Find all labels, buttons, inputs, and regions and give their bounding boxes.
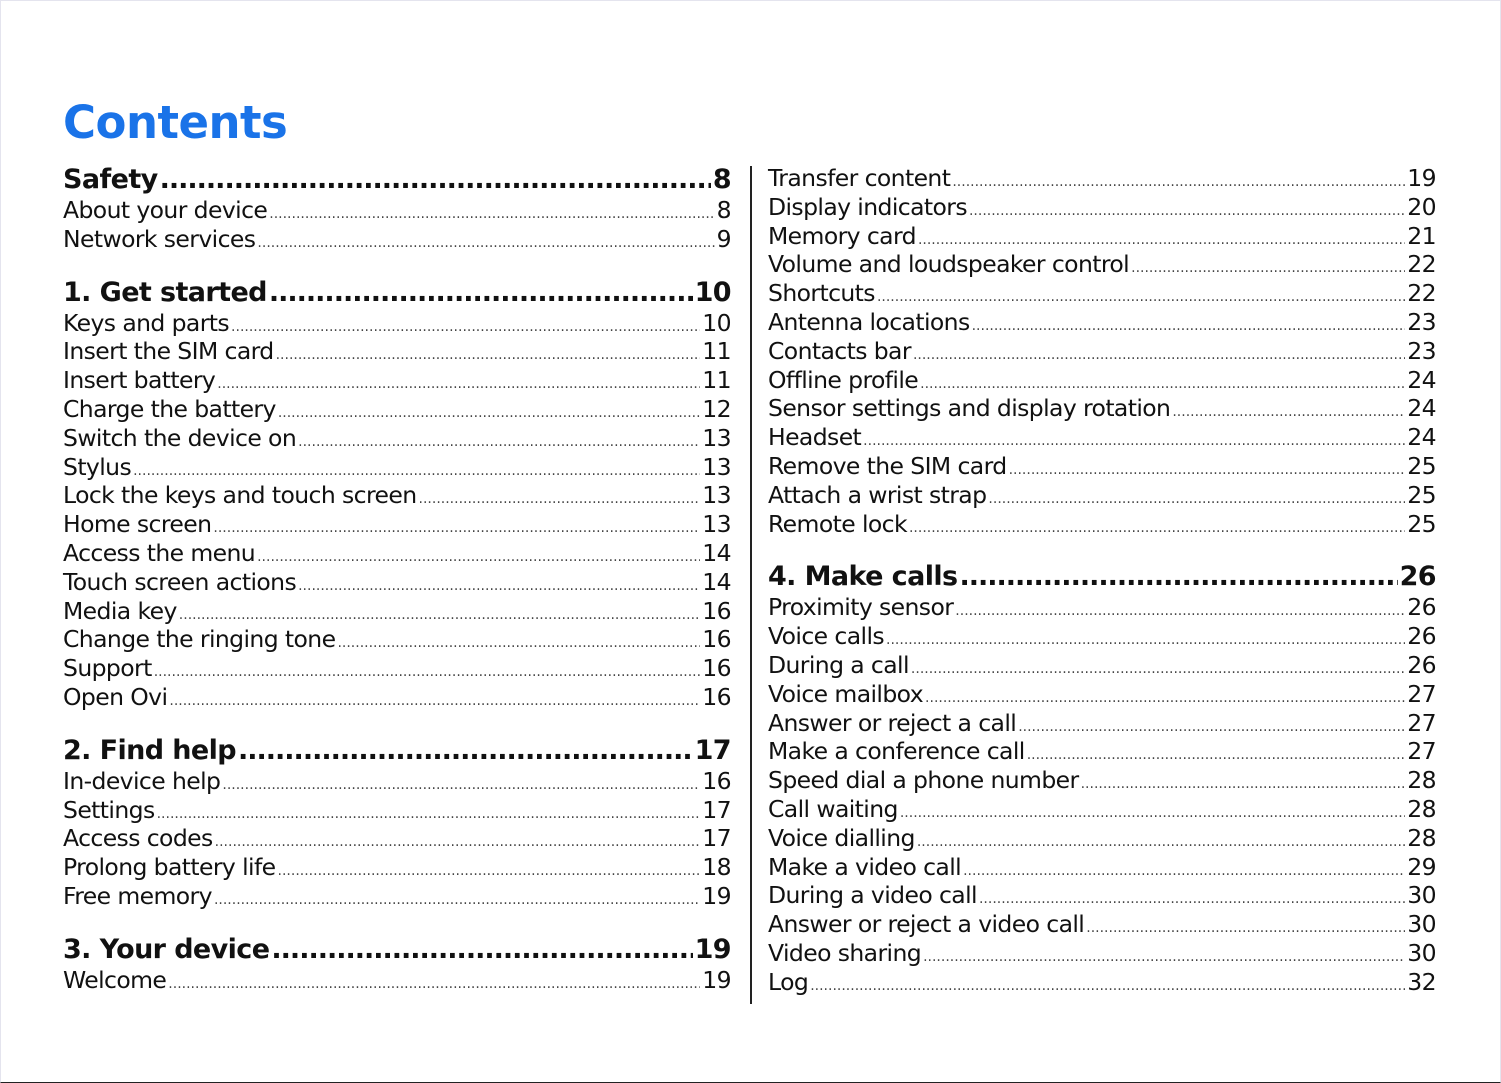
- toc-entry-page-number: 12: [702, 394, 731, 423]
- toc-entry-label: Welcome: [63, 965, 167, 994]
- dot-leader: [168, 976, 700, 992]
- toc-chapter-heading-page-number: 17: [694, 734, 731, 766]
- dot-leader: [298, 578, 700, 594]
- toc-entry[interactable]: [63, 510, 731, 539]
- dot-leader: [886, 632, 1405, 648]
- toc-section: [63, 735, 731, 911]
- toc-chapter-heading-page-number: 10: [694, 276, 731, 308]
- dot-leader: [920, 376, 1405, 392]
- toc-entry[interactable]: [63, 424, 731, 453]
- toc-entry-label: Speed dial a phone number: [768, 766, 1079, 795]
- toc-entry-label: Attach a wrist strap: [768, 480, 987, 509]
- toc-entry[interactable]: [768, 481, 1436, 510]
- toc-entry-page-number: 22: [1407, 279, 1436, 308]
- dot-leader: [913, 347, 1405, 363]
- toc-entry-label: Support: [63, 654, 152, 683]
- toc-chapter-heading-label: 1. Get started: [63, 276, 267, 308]
- toc-entry-label: Answer or reject a call: [768, 708, 1017, 737]
- dot-leader: [419, 491, 701, 507]
- toc-entry[interactable]: [63, 568, 731, 597]
- dot-leader: [1009, 462, 1406, 478]
- toc-chapter-heading-label: 2. Find help: [63, 734, 237, 766]
- toc-right-column: [768, 164, 1436, 997]
- toc-entry-page-number: 22: [1407, 250, 1436, 279]
- toc-entry-label: Voice mailbox: [768, 679, 924, 708]
- dot-leader: [917, 834, 1405, 850]
- toc-entry-page-number: 13: [702, 510, 731, 539]
- toc-entry[interactable]: [768, 881, 1436, 910]
- toc-entry-page-number: 13: [702, 452, 731, 481]
- toc-entry[interactable]: [768, 222, 1436, 251]
- toc-entry-label: Display indicators: [768, 192, 967, 221]
- toc-entry-page-number: 25: [1407, 509, 1436, 538]
- dot-leader: [925, 690, 1405, 706]
- dot-leader: [963, 863, 1405, 879]
- dot-leader: [271, 934, 692, 965]
- toc-entry[interactable]: [63, 625, 731, 654]
- toc-chapter-heading-label: Safety: [63, 164, 158, 195]
- dot-leader: [179, 607, 701, 623]
- toc-entry-page-number: 21: [1407, 221, 1436, 250]
- toc-entry[interactable]: [768, 250, 1436, 279]
- dot-leader: [900, 805, 1405, 821]
- toc-entry[interactable]: [63, 453, 731, 482]
- toc-entry-label: Lock the keys and touch screen: [63, 481, 417, 510]
- dot-leader: [979, 891, 1405, 907]
- toc-section: [63, 934, 731, 995]
- dot-leader: [298, 434, 700, 450]
- toc-entry-page-number: 16: [702, 596, 731, 625]
- toc-entry-label: Network services: [63, 224, 256, 253]
- toc-entry[interactable]: [768, 939, 1436, 968]
- toc-entry-page-number: 28: [1407, 823, 1436, 852]
- dot-leader: [217, 376, 700, 392]
- toc-entry-page-number: 25: [1407, 480, 1436, 509]
- toc-entry[interactable]: [63, 767, 731, 796]
- toc-entry[interactable]: [768, 651, 1436, 680]
- toc-entry-label: Remote lock: [768, 509, 907, 538]
- toc-entry-page-number: 16: [702, 625, 731, 654]
- toc-entry-page-number: 10: [702, 308, 731, 337]
- toc-entry[interactable]: [768, 824, 1436, 853]
- dot-leader: [257, 549, 700, 565]
- toc-entry[interactable]: [768, 394, 1436, 423]
- dot-leader: [213, 520, 700, 536]
- dot-leader: [1131, 260, 1405, 276]
- dot-leader: [257, 235, 714, 251]
- toc-entry[interactable]: [768, 622, 1436, 651]
- dot-leader: [160, 164, 711, 195]
- toc-entry-label: Insert battery: [63, 366, 216, 395]
- toc-entry[interactable]: [768, 279, 1436, 308]
- toc-entry-label: Shortcuts: [768, 279, 875, 308]
- toc-entry-label: Antenna locations: [768, 307, 970, 336]
- toc-entry-page-number: 23: [1407, 307, 1436, 336]
- toc-entry-label: Memory card: [768, 221, 916, 250]
- toc-entry-label: Change the ringing tone: [63, 625, 336, 654]
- toc-entry[interactable]: [768, 366, 1436, 395]
- toc-entry-page-number: 24: [1407, 365, 1436, 394]
- toc-section: [63, 164, 731, 254]
- toc-chapter-heading-page-number: 19: [694, 933, 731, 965]
- toc-entry[interactable]: [63, 337, 731, 366]
- dot-leader: [952, 174, 1405, 190]
- toc-entry-label: Contacts bar: [768, 336, 911, 365]
- dot-leader: [278, 405, 700, 421]
- toc-entry-label: Make a video call: [768, 852, 962, 881]
- toc-entry[interactable]: [768, 795, 1436, 824]
- dot-leader: [911, 661, 1405, 677]
- toc-entry-label: Sensor settings and display rotation: [768, 394, 1171, 423]
- toc-entry-label: Free memory: [63, 881, 212, 910]
- toc-entry-label: Voice calls: [768, 622, 885, 651]
- toc-entry[interactable]: [768, 709, 1436, 738]
- dot-leader: [959, 561, 1397, 592]
- toc-entry[interactable]: [768, 308, 1436, 337]
- toc-entry-page-number: 17: [702, 795, 731, 824]
- dot-leader: [955, 603, 1405, 619]
- toc-entry-page-number: 8: [716, 196, 731, 224]
- toc-entry-label: Make a conference call: [768, 737, 1025, 766]
- toc-entry-page-number: 11: [702, 366, 731, 395]
- toc-entry[interactable]: [768, 593, 1436, 622]
- toc-entry[interactable]: [768, 766, 1436, 795]
- toc-entry[interactable]: [768, 164, 1436, 193]
- dot-leader: [1018, 719, 1405, 735]
- toc-entry-label: Insert the SIM card: [63, 337, 274, 366]
- toc-entry[interactable]: [63, 225, 731, 254]
- toc-entry-page-number: 20: [1407, 192, 1436, 221]
- dot-leader: [988, 491, 1405, 507]
- dot-leader: [231, 319, 700, 335]
- dot-leader: [214, 892, 700, 908]
- toc-chapter-heading-page-number: 26: [1399, 561, 1436, 593]
- toc-entry-page-number: 30: [1407, 881, 1436, 910]
- dot-leader: [1172, 404, 1405, 420]
- dot-leader: [909, 520, 1405, 536]
- toc-entry[interactable]: [63, 683, 731, 712]
- toc-entry-label: Access the menu: [63, 538, 256, 567]
- dot-leader: [238, 735, 693, 766]
- toc-entry-label: Keys and parts: [63, 308, 230, 337]
- toc-entry-page-number: 26: [1407, 593, 1436, 622]
- toc-entry-label: Settings: [63, 795, 155, 824]
- toc-chapter-heading-label: 4. Make calls: [768, 561, 958, 593]
- toc-entry-page-number: 16: [702, 654, 731, 683]
- dot-leader: [863, 433, 1405, 449]
- dot-leader: [276, 347, 701, 363]
- toc-entry-page-number: 19: [702, 965, 731, 994]
- toc-entry[interactable]: [63, 366, 731, 395]
- toc-entry-page-number: 13: [702, 423, 731, 452]
- dot-leader: [169, 693, 700, 709]
- dot-leader: [918, 232, 1405, 248]
- toc-chapter-heading[interactable]: [63, 277, 731, 309]
- toc-entry-page-number: 13: [702, 481, 731, 510]
- toc-entry-label: Answer or reject a video call: [768, 910, 1085, 939]
- toc-entry[interactable]: [63, 539, 731, 568]
- toc-entry-page-number: 27: [1407, 737, 1436, 766]
- toc-entry-label: Media key: [63, 596, 177, 625]
- dot-leader: [222, 777, 700, 793]
- toc-entry[interactable]: [768, 853, 1436, 882]
- toc-entry-page-number: 32: [1407, 967, 1436, 996]
- toc-section: [768, 164, 1436, 538]
- toc-chapter-heading[interactable]: [63, 164, 731, 196]
- toc-entry-page-number: 18: [702, 853, 731, 882]
- toc-entry[interactable]: [768, 910, 1436, 939]
- toc-entry[interactable]: [768, 193, 1436, 222]
- toc-entry-page-number: 9: [716, 224, 731, 253]
- toc-entry[interactable]: [768, 423, 1436, 452]
- toc-entry-label: Switch the device on: [63, 423, 297, 452]
- dot-leader: [810, 978, 1405, 994]
- dot-leader: [278, 863, 701, 879]
- toc-entry-page-number: 29: [1407, 852, 1436, 881]
- toc-entry[interactable]: [768, 510, 1436, 539]
- toc-entry[interactable]: [768, 680, 1436, 709]
- toc-chapter-heading-label: 3. Your device: [63, 933, 270, 965]
- toc-entry-label: Home screen: [63, 510, 212, 539]
- toc-entry-label: Charge the battery: [63, 394, 276, 423]
- toc-entry-label: Prolong battery life: [63, 853, 276, 882]
- toc-entry[interactable]: [63, 597, 731, 626]
- toc-entry-page-number: 27: [1407, 679, 1436, 708]
- toc-chapter-heading[interactable]: [63, 735, 731, 767]
- toc-entry[interactable]: [63, 196, 731, 225]
- toc-entry[interactable]: [768, 968, 1436, 997]
- toc-entry-label: During a call: [768, 650, 909, 679]
- toc-entry-label: About your device: [63, 196, 268, 224]
- toc-entry-page-number: 26: [1407, 650, 1436, 679]
- toc-left-column: [63, 164, 731, 995]
- toc-entry[interactable]: [63, 853, 731, 882]
- dot-leader: [1081, 776, 1406, 792]
- toc-entry-label: In-device help: [63, 766, 221, 795]
- dot-leader: [1086, 920, 1405, 936]
- toc-chapter-heading[interactable]: [63, 934, 731, 966]
- toc-entry[interactable]: [768, 337, 1436, 366]
- toc-entry-page-number: 30: [1407, 910, 1436, 939]
- dot-leader: [154, 664, 701, 680]
- toc-entry-label: Voice dialling: [768, 823, 915, 852]
- toc-section: [63, 277, 731, 712]
- toc-entry-page-number: 11: [702, 337, 731, 366]
- toc-entry-page-number: 14: [702, 567, 731, 596]
- toc-entry-page-number: 24: [1407, 394, 1436, 423]
- dot-leader: [337, 635, 700, 651]
- toc-entry-page-number: 14: [702, 538, 731, 567]
- toc-entry[interactable]: [63, 882, 731, 911]
- toc-entry-page-number: 26: [1407, 622, 1436, 651]
- toc-entry-label: Proximity sensor: [768, 593, 954, 622]
- toc-entry-page-number: 27: [1407, 708, 1436, 737]
- toc-entry[interactable]: [63, 309, 731, 338]
- toc-chapter-heading-page-number: 8: [712, 164, 731, 195]
- toc-entry[interactable]: [768, 737, 1436, 766]
- toc-entry-page-number: 28: [1407, 794, 1436, 823]
- toc-entry-label: Headset: [768, 423, 862, 452]
- toc-entry-label: Remove the SIM card: [768, 451, 1007, 480]
- toc-entry[interactable]: [768, 452, 1436, 481]
- toc-entry-page-number: 23: [1407, 336, 1436, 365]
- toc-entry-page-number: 16: [702, 766, 731, 795]
- toc-entry-label: Open Ovi: [63, 682, 168, 711]
- toc-entry-label: During a video call: [768, 881, 977, 910]
- toc-entry-page-number: 19: [1407, 164, 1436, 192]
- page-title: Contents: [63, 96, 288, 149]
- toc-entry-label: Video sharing: [768, 938, 922, 967]
- dot-leader: [133, 463, 700, 479]
- toc-entry-label: Call waiting: [768, 794, 898, 823]
- dot-leader: [157, 806, 701, 822]
- toc-entry-label: Log: [768, 967, 809, 996]
- toc-entry[interactable]: [63, 796, 731, 825]
- toc-entry-label: Stylus: [63, 452, 132, 481]
- toc-entry-page-number: 16: [702, 682, 731, 711]
- toc-entry-page-number: 30: [1407, 938, 1436, 967]
- dot-leader: [269, 206, 714, 222]
- column-divider: [750, 166, 752, 1004]
- dot-leader: [923, 949, 1405, 965]
- toc-entry-page-number: 28: [1407, 766, 1436, 795]
- toc-entry[interactable]: [63, 654, 731, 683]
- dot-leader: [1027, 747, 1406, 763]
- toc-entry[interactable]: [63, 481, 731, 510]
- toc-entry[interactable]: [63, 966, 731, 995]
- toc-chapter-heading[interactable]: [768, 561, 1436, 593]
- toc-entry-page-number: 24: [1407, 423, 1436, 452]
- toc-entry-page-number: 25: [1407, 451, 1436, 480]
- toc-entry-label: Touch screen actions: [63, 567, 297, 596]
- toc-entry-label: Volume and loudspeaker control: [768, 250, 1130, 279]
- toc-entry[interactable]: [63, 824, 731, 853]
- dot-leader: [972, 318, 1406, 334]
- toc-entry-label: Access codes: [63, 824, 213, 853]
- dot-leader: [877, 289, 1405, 305]
- dot-leader: [269, 277, 693, 308]
- toc-entry[interactable]: [63, 395, 731, 424]
- toc-entry-label: Offline profile: [768, 365, 919, 394]
- dot-leader: [969, 203, 1405, 219]
- toc-entry-page-number: 19: [702, 881, 731, 910]
- toc-entry-label: Transfer content: [768, 164, 951, 192]
- dot-leader: [215, 834, 701, 850]
- toc-section: [768, 561, 1436, 996]
- toc-entry-page-number: 17: [702, 824, 731, 853]
